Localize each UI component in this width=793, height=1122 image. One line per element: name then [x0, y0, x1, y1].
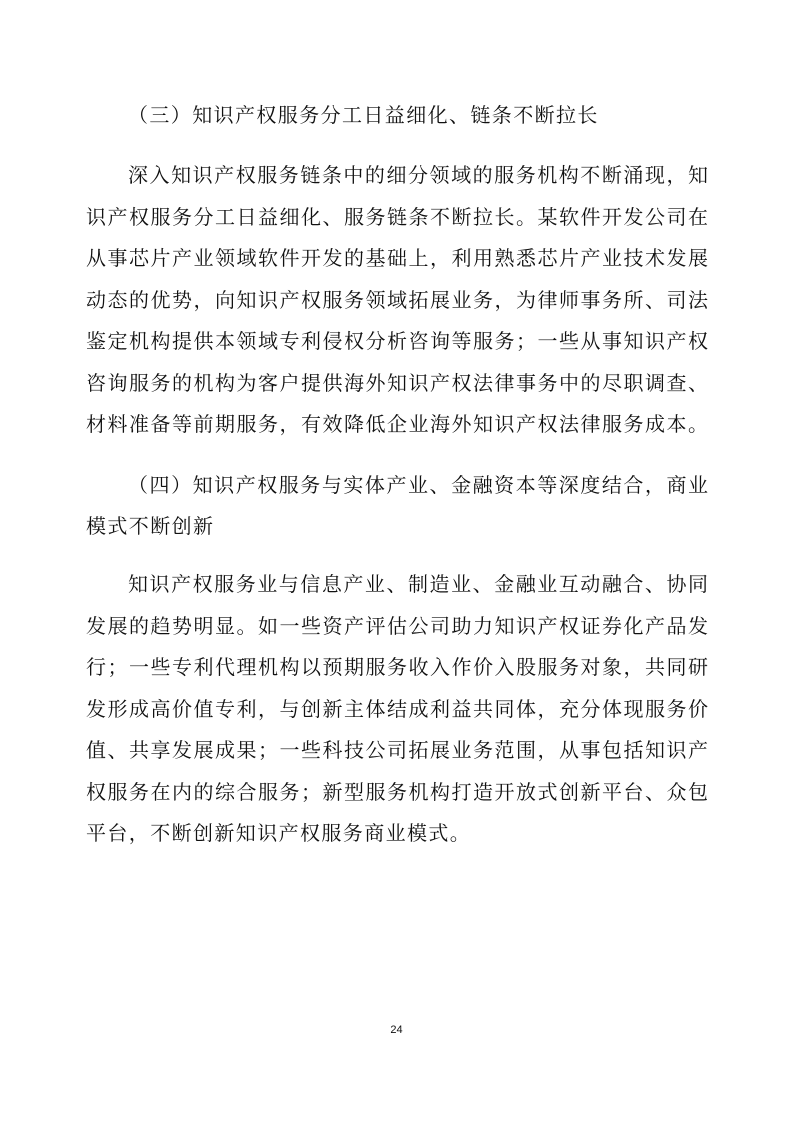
paragraph-line: 平台，不断创新知识产权服务商业模式。 [86, 821, 472, 845]
paragraph-line: 从事芯片产业领域软件开发的基础上，利用熟悉芯片产业技术发展 [86, 246, 708, 270]
paragraph-line: 权服务在内的综合服务；新型服务机构打造开放式创新平台、众包 [86, 780, 708, 804]
page-number: 24 [390, 1024, 403, 1036]
heading-line: 模式不断创新 [86, 514, 215, 538]
paragraph-line: 咨询服务的机构为客户提供海外知识产权法律事务中的尽职调查、 [86, 371, 708, 395]
paragraph-line: 发展的趋势明显。如一些资产评估公司助力知识产权证券化产品发 [86, 614, 708, 638]
paragraph-line: 识产权服务分工日益细化、服务链条不断拉长。某软件开发公司在 [86, 205, 708, 229]
paragraph-line: 发形成高价值专利，与创新主体结成利益共同体，充分体现服务价 [86, 697, 708, 721]
paragraph-line: 材料准备等前期服务，有效降低企业海外知识产权法律服务成本。 [86, 412, 708, 436]
paragraph-line: 知识产权服务业与信息产业、制造业、金融业互动融合、协同 [128, 572, 708, 596]
paragraph-line: 行；一些专利代理机构以预期服务收入作价入股服务对象，共同研 [86, 655, 708, 679]
paragraph-line: 动态的优势，向知识产权服务领域拓展业务，为律师事务所、司法 [86, 288, 708, 312]
heading-line: （四）知识产权服务与实体产业、金融资本等深度结合，商业 [128, 473, 708, 497]
paragraph-line: 鉴定机构提供本领域专利侵权分析咨询等服务；一些从事知识产权 [86, 329, 708, 353]
paragraph-line: 值、共享发展成果；一些科技公司拓展业务范围，从事包括知识产 [86, 738, 708, 762]
section-3-heading: （三）知识产权服务分工日益细化、链条不断拉长 [128, 103, 599, 127]
paragraph-line: 深入知识产权服务链条中的细分领域的服务机构不断涌现，知 [128, 163, 708, 187]
